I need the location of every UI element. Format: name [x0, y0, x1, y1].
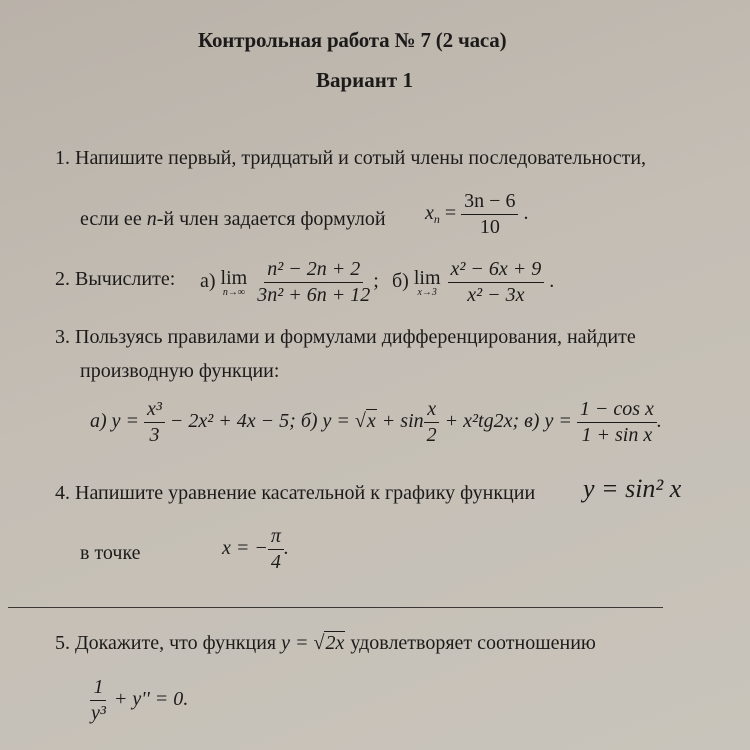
task-text: Напишите первый, тридцатый и сотый члены последовательности, — [75, 147, 647, 169]
task-5-relation: $\frac{1}{\text{y³}}$ + y'' = 0. — [91, 676, 189, 724]
task-2-part-a: а) lim n→∞ $\frac{\text{n² − 2n + 2}}{\text{3n² + 6n + 12}}$ ; — [200, 258, 379, 306]
task-4-point: x = − $\frac{\pi}{4}$ . — [222, 525, 289, 573]
task-1-formula: $x_n$ = $\frac{3n - 6}{10}$ . — [425, 190, 529, 238]
variant-label: Вариант 1 — [316, 68, 413, 92]
task-4-function: y = sin² x — [583, 474, 682, 503]
task-5-line-1: 5. Докажите, что функция y = √2x удовлетворяет соотношению — [55, 632, 596, 654]
task-1-line-1 — [55, 147, 646, 170]
task-3-formulas: а) y = $\frac{\text{x³}}{3}$ − 2x² + 4x − 5; б) y = √x + sin $\frac{x}{2}$ + x²tg2x; в) y = $\frac{\text{1 − cos x}}{\text{1 + sin x}}$ . — [90, 398, 662, 446]
divider-line — [8, 607, 663, 608]
task-3-line-1: 3. Пользуясь правилами и формулами дифференцирования, найдите — [55, 326, 636, 348]
task-3-line-2: производную функции: — [80, 360, 280, 382]
task-4-line-1: 4. Напишите уравнение касательной к графику функции — [55, 482, 536, 504]
task-number: 1. — [55, 147, 70, 169]
task-4-line-2: в точке — [80, 542, 141, 564]
fraction: $\frac{3n - 6}{10}$ — [461, 190, 518, 239]
document-title: Контрольная работа № 7 (2 часа) — [198, 28, 507, 52]
task-1-line-2: если ее n-й член задается формулой — [80, 208, 386, 230]
task-2-line: 2. Вычислите: — [55, 268, 176, 290]
task-2-part-b: б) lim x→3 $\frac{\text{x² − 6x + 9}}{\text{x² − 3x}}$ . — [392, 258, 555, 306]
